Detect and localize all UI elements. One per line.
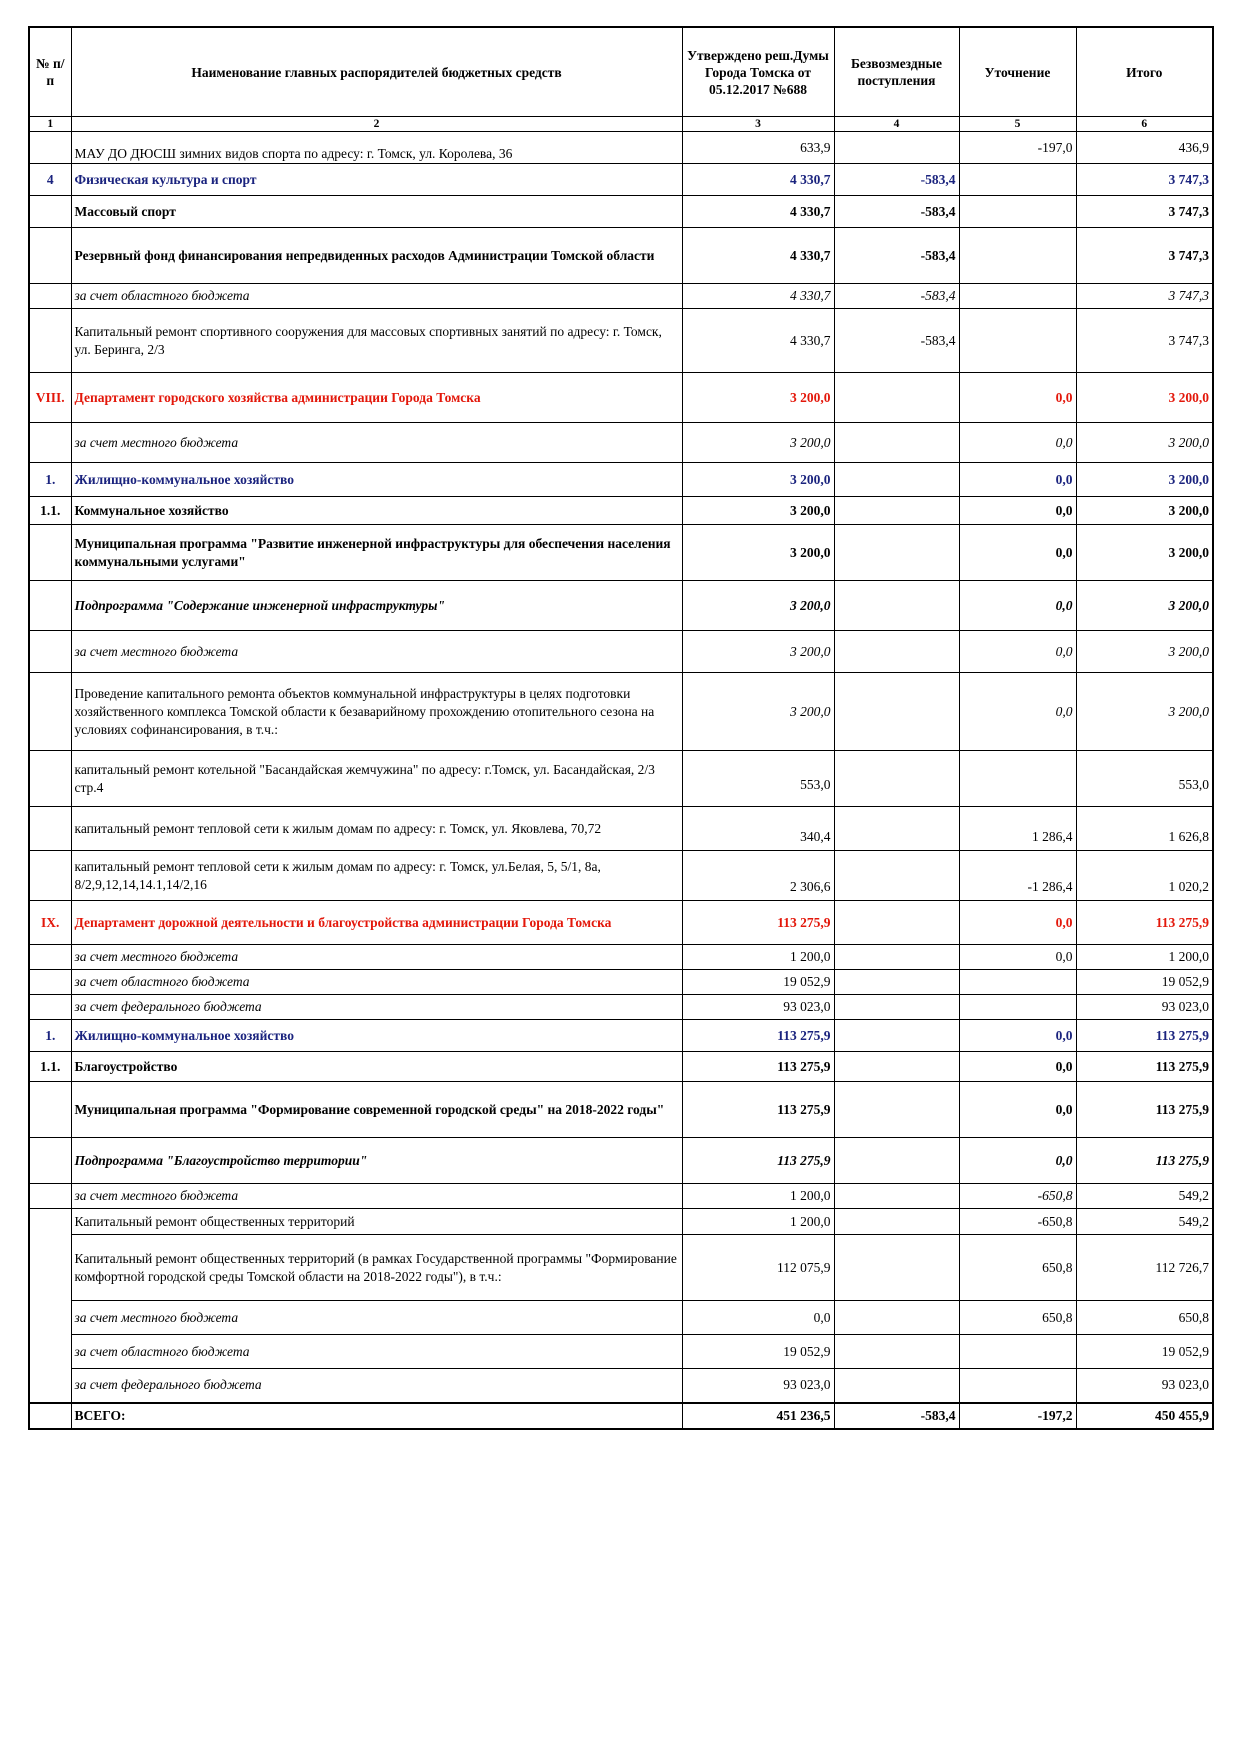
col-index-6: 6 (1076, 117, 1213, 132)
row-name: Департамент городского хозяйства администрации Города Томска (71, 373, 682, 423)
table-row (29, 970, 1213, 995)
row-approved: 3 200,0 (682, 373, 834, 423)
row-number (29, 1235, 71, 1301)
row-adjust (959, 284, 1076, 309)
row-adjust: -650,8 (959, 1209, 1076, 1235)
row-total: 3 747,3 (1076, 284, 1213, 309)
row-grants (834, 373, 959, 423)
table-row (29, 581, 1213, 631)
table-row (29, 751, 1213, 807)
row-approved: 1 200,0 (682, 1209, 834, 1235)
row-total: 1 200,0 (1076, 945, 1213, 970)
row-approved: 451 236,5 (682, 1403, 834, 1429)
col-index-1: 1 (29, 117, 71, 132)
row-grants (834, 751, 959, 807)
row-number (29, 1403, 71, 1429)
table-row (29, 995, 1213, 1020)
row-approved: 113 275,9 (682, 1052, 834, 1082)
table-row (29, 631, 1213, 673)
row-total: 3 200,0 (1076, 631, 1213, 673)
row-adjust: 0,0 (959, 1020, 1076, 1052)
row-number (29, 284, 71, 309)
table-row (29, 309, 1213, 373)
row-adjust: 0,0 (959, 497, 1076, 525)
row-grants: -583,4 (834, 284, 959, 309)
row-approved: 3 200,0 (682, 497, 834, 525)
row-grants: -583,4 (834, 309, 959, 373)
row-total: 450 455,9 (1076, 1403, 1213, 1429)
table-row (29, 132, 1213, 164)
row-grants (834, 1138, 959, 1184)
row-number (29, 970, 71, 995)
row-adjust: -1 286,4 (959, 851, 1076, 901)
table-row (29, 945, 1213, 970)
row-adjust: -197,2 (959, 1403, 1076, 1429)
row-total: 93 023,0 (1076, 995, 1213, 1020)
table-header-row (29, 27, 1213, 117)
row-number: 1.1. (29, 1052, 71, 1082)
row-name: Капитальный ремонт общественных территорий (71, 1209, 682, 1235)
col-index-5: 5 (959, 117, 1076, 132)
row-total: 3 747,3 (1076, 309, 1213, 373)
row-adjust (959, 970, 1076, 995)
row-grants (834, 1020, 959, 1052)
row-adjust: 0,0 (959, 525, 1076, 581)
row-grants (834, 132, 959, 164)
row-approved: 633,9 (682, 132, 834, 164)
row-approved: 112 075,9 (682, 1235, 834, 1301)
row-adjust: 0,0 (959, 373, 1076, 423)
row-number (29, 1184, 71, 1209)
row-grants: -583,4 (834, 196, 959, 228)
row-number (29, 132, 71, 164)
row-grants (834, 807, 959, 851)
row-number: 1. (29, 463, 71, 497)
row-adjust: -650,8 (959, 1184, 1076, 1209)
row-name: Капитальный ремонт спортивного сооружения для массовых спортивных занятий по адресу: г. Томск, ул. Беринга, 2/3 (71, 309, 682, 373)
row-total: 650,8 (1076, 1301, 1213, 1335)
table-row (29, 807, 1213, 851)
table-row (29, 423, 1213, 463)
row-name: за счет местного бюджета (71, 631, 682, 673)
table-row (29, 851, 1213, 901)
row-name: капитальный ремонт тепловой сети к жилым домам по адресу: г. Томск, ул.Белая, 5, 5/1, 8а, 8/2,9,12,14,14.1,14/2,16 (71, 851, 682, 901)
row-name: Благоустройство (71, 1052, 682, 1082)
row-grants (834, 901, 959, 945)
row-adjust: 0,0 (959, 423, 1076, 463)
row-approved: 113 275,9 (682, 1020, 834, 1052)
row-adjust: 650,8 (959, 1301, 1076, 1335)
row-approved: 340,4 (682, 807, 834, 851)
row-approved: 3 200,0 (682, 463, 834, 497)
col-index-2: 2 (71, 117, 682, 132)
row-grants (834, 1369, 959, 1403)
row-adjust (959, 164, 1076, 196)
row-adjust: 0,0 (959, 945, 1076, 970)
row-adjust: 0,0 (959, 901, 1076, 945)
row-number (29, 1369, 71, 1403)
row-grants: -583,4 (834, 228, 959, 284)
row-name: капитальный ремонт тепловой сети к жилым домам по адресу: г. Томск, ул. Яковлева, 70,72 (71, 807, 682, 851)
table-row (29, 1138, 1213, 1184)
table-row (29, 373, 1213, 423)
row-name: ВСЕГО: (71, 1403, 682, 1429)
row-approved: 1 200,0 (682, 1184, 834, 1209)
row-number (29, 1138, 71, 1184)
table-row (29, 228, 1213, 284)
col-num-header: № п/п (29, 27, 71, 117)
row-name: Коммунальное хозяйство (71, 497, 682, 525)
row-total: 436,9 (1076, 132, 1213, 164)
row-grants: -583,4 (834, 164, 959, 196)
row-name: МАУ ДО ДЮСШ зимних видов спорта по адресу: г. Томск, ул. Королева, 36 (71, 132, 682, 164)
col-index-4: 4 (834, 117, 959, 132)
row-number: VIII. (29, 373, 71, 423)
row-approved: 113 275,9 (682, 901, 834, 945)
row-approved: 93 023,0 (682, 995, 834, 1020)
row-total: 93 023,0 (1076, 1369, 1213, 1403)
row-total: 3 747,3 (1076, 196, 1213, 228)
row-grants (834, 1335, 959, 1369)
table-row (29, 525, 1213, 581)
row-name: за счет федерального бюджета (71, 995, 682, 1020)
row-name: Департамент дорожной деятельности и благоустройства администрации Города Томска (71, 901, 682, 945)
row-total: 113 275,9 (1076, 1020, 1213, 1052)
row-grants (834, 581, 959, 631)
row-approved: 4 330,7 (682, 309, 834, 373)
row-adjust (959, 751, 1076, 807)
row-total: 113 275,9 (1076, 1052, 1213, 1082)
row-name: Проведение капитального ремонта объектов коммунальной инфраструктуры в целях подготовки хозяйственного комплекса Томской области к безаварийному прохождению отопительного сезона на условиях софинансирования, в т.ч.: (71, 673, 682, 751)
row-grants (834, 497, 959, 525)
row-grants: -583,4 (834, 1403, 959, 1429)
row-total: 3 747,3 (1076, 164, 1213, 196)
row-number (29, 1301, 71, 1335)
table-row (29, 1020, 1213, 1052)
row-total: 1 020,2 (1076, 851, 1213, 901)
table-row (29, 1052, 1213, 1082)
row-number (29, 525, 71, 581)
row-number (29, 309, 71, 373)
table-row (29, 1184, 1213, 1209)
row-number (29, 581, 71, 631)
row-name: капитальный ремонт котельной "Басандайская жемчужина" по адресу: г.Томск, ул. Басандайская, 2/3 стр.4 (71, 751, 682, 807)
row-adjust: 650,8 (959, 1235, 1076, 1301)
row-number (29, 196, 71, 228)
row-grants (834, 1209, 959, 1235)
row-approved: 3 200,0 (682, 525, 834, 581)
row-name: за счет федерального бюджета (71, 1369, 682, 1403)
row-name: Массовый спорт (71, 196, 682, 228)
row-total: 112 726,7 (1076, 1235, 1213, 1301)
row-name: Подпрограмма "Благоустройство территории" (71, 1138, 682, 1184)
row-name: Муниципальная программа "Развитие инженерной инфраструктуры для обеспечения населения коммунальными услугами" (71, 525, 682, 581)
row-number (29, 945, 71, 970)
row-number: 4 (29, 164, 71, 196)
row-number (29, 673, 71, 751)
row-total: 19 052,9 (1076, 1335, 1213, 1369)
table-row (29, 1335, 1213, 1369)
row-grants (834, 1052, 959, 1082)
table-row (29, 1209, 1213, 1235)
row-number (29, 1082, 71, 1138)
row-adjust (959, 309, 1076, 373)
row-approved: 19 052,9 (682, 970, 834, 995)
row-name: Физическая культура и спорт (71, 164, 682, 196)
row-approved: 4 330,7 (682, 284, 834, 309)
table-row (29, 196, 1213, 228)
col-adjust-header: Уточнение (959, 27, 1076, 117)
row-adjust (959, 1335, 1076, 1369)
budget-table (28, 26, 1214, 1430)
row-name: за счет областного бюджета (71, 970, 682, 995)
row-approved: 3 200,0 (682, 673, 834, 751)
row-adjust (959, 228, 1076, 284)
row-grants (834, 1235, 959, 1301)
row-total: 3 200,0 (1076, 463, 1213, 497)
table-row (29, 1369, 1213, 1403)
row-name: Капитальный ремонт общественных территорий (в рамках Государственной программы "Формирование комфортной городской среды Томской области на 2018-2022 годы"), в т.ч.: (71, 1235, 682, 1301)
row-total: 3 200,0 (1076, 581, 1213, 631)
table-row (29, 1301, 1213, 1335)
col-grants-header: Безвозмездные поступления (834, 27, 959, 117)
row-number (29, 751, 71, 807)
row-number (29, 1209, 71, 1235)
row-total: 113 275,9 (1076, 1082, 1213, 1138)
row-total: 3 200,0 (1076, 673, 1213, 751)
row-approved: 4 330,7 (682, 196, 834, 228)
row-adjust (959, 995, 1076, 1020)
row-name: за счет местного бюджета (71, 1301, 682, 1335)
row-grants (834, 631, 959, 673)
row-grants (834, 673, 959, 751)
row-total: 3 200,0 (1076, 497, 1213, 525)
row-approved: 3 200,0 (682, 581, 834, 631)
row-name: за счет местного бюджета (71, 945, 682, 970)
table-row (29, 284, 1213, 309)
row-number (29, 228, 71, 284)
row-grants (834, 463, 959, 497)
row-approved: 1 200,0 (682, 945, 834, 970)
row-number (29, 851, 71, 901)
row-adjust: 0,0 (959, 1052, 1076, 1082)
row-number: 1.1. (29, 497, 71, 525)
row-name: Жилищно-коммунальное хозяйство (71, 1020, 682, 1052)
row-grants (834, 525, 959, 581)
table-row (29, 497, 1213, 525)
row-name: за счет областного бюджета (71, 1335, 682, 1369)
row-approved: 4 330,7 (682, 228, 834, 284)
total-row (29, 1403, 1213, 1429)
row-grants (834, 995, 959, 1020)
row-adjust: 0,0 (959, 1082, 1076, 1138)
row-grants (834, 851, 959, 901)
row-adjust: 0,0 (959, 1138, 1076, 1184)
table-row (29, 901, 1213, 945)
row-grants (834, 423, 959, 463)
row-adjust: 0,0 (959, 673, 1076, 751)
row-adjust: 0,0 (959, 631, 1076, 673)
col-total-header: Итого (1076, 27, 1213, 117)
row-total: 3 200,0 (1076, 423, 1213, 463)
row-grants (834, 945, 959, 970)
row-name: за счет местного бюджета (71, 423, 682, 463)
row-number (29, 807, 71, 851)
row-total: 553,0 (1076, 751, 1213, 807)
row-total: 3 747,3 (1076, 228, 1213, 284)
row-number (29, 1335, 71, 1369)
row-approved: 2 306,6 (682, 851, 834, 901)
row-adjust: 0,0 (959, 581, 1076, 631)
row-total: 3 200,0 (1076, 373, 1213, 423)
row-name: за счет местного бюджета (71, 1184, 682, 1209)
row-number (29, 423, 71, 463)
row-number: 1. (29, 1020, 71, 1052)
table-row (29, 164, 1213, 196)
row-name: Резервный фонд финансирования непредвиденных расходов Администрации Томской области (71, 228, 682, 284)
row-approved: 0,0 (682, 1301, 834, 1335)
row-adjust: -197,0 (959, 132, 1076, 164)
row-adjust (959, 196, 1076, 228)
row-total: 549,2 (1076, 1184, 1213, 1209)
row-adjust (959, 1369, 1076, 1403)
row-name: за счет областного бюджета (71, 284, 682, 309)
column-number-row (29, 117, 1213, 132)
col-name-header: Наименование главных распорядителей бюджетных средств (71, 27, 682, 117)
row-name: Жилищно-коммунальное хозяйство (71, 463, 682, 497)
row-total: 113 275,9 (1076, 901, 1213, 945)
row-number (29, 631, 71, 673)
row-approved: 553,0 (682, 751, 834, 807)
row-approved: 3 200,0 (682, 631, 834, 673)
row-grants (834, 1082, 959, 1138)
row-approved: 19 052,9 (682, 1335, 834, 1369)
row-approved: 93 023,0 (682, 1369, 834, 1403)
table-row (29, 673, 1213, 751)
row-total: 113 275,9 (1076, 1138, 1213, 1184)
row-approved: 4 330,7 (682, 164, 834, 196)
col-approved-header: Утверждено реш.Думы Города Томска от 05.12.2017 №688 (682, 27, 834, 117)
row-total: 549,2 (1076, 1209, 1213, 1235)
row-approved: 113 275,9 (682, 1138, 834, 1184)
table-row (29, 1235, 1213, 1301)
table-row (29, 463, 1213, 497)
row-approved: 113 275,9 (682, 1082, 834, 1138)
row-grants (834, 1301, 959, 1335)
row-total: 3 200,0 (1076, 525, 1213, 581)
row-number (29, 995, 71, 1020)
row-number: IX. (29, 901, 71, 945)
table-row (29, 1082, 1213, 1138)
row-grants (834, 1184, 959, 1209)
row-adjust: 1 286,4 (959, 807, 1076, 851)
row-name: Подпрограмма "Содержание инженерной инфраструктуры" (71, 581, 682, 631)
row-total: 19 052,9 (1076, 970, 1213, 995)
col-index-3: 3 (682, 117, 834, 132)
row-name: Муниципальная программа "Формирование современной городской среды" на 2018-2022 годы" (71, 1082, 682, 1138)
row-grants (834, 970, 959, 995)
row-total: 1 626,8 (1076, 807, 1213, 851)
row-approved: 3 200,0 (682, 423, 834, 463)
row-adjust: 0,0 (959, 463, 1076, 497)
